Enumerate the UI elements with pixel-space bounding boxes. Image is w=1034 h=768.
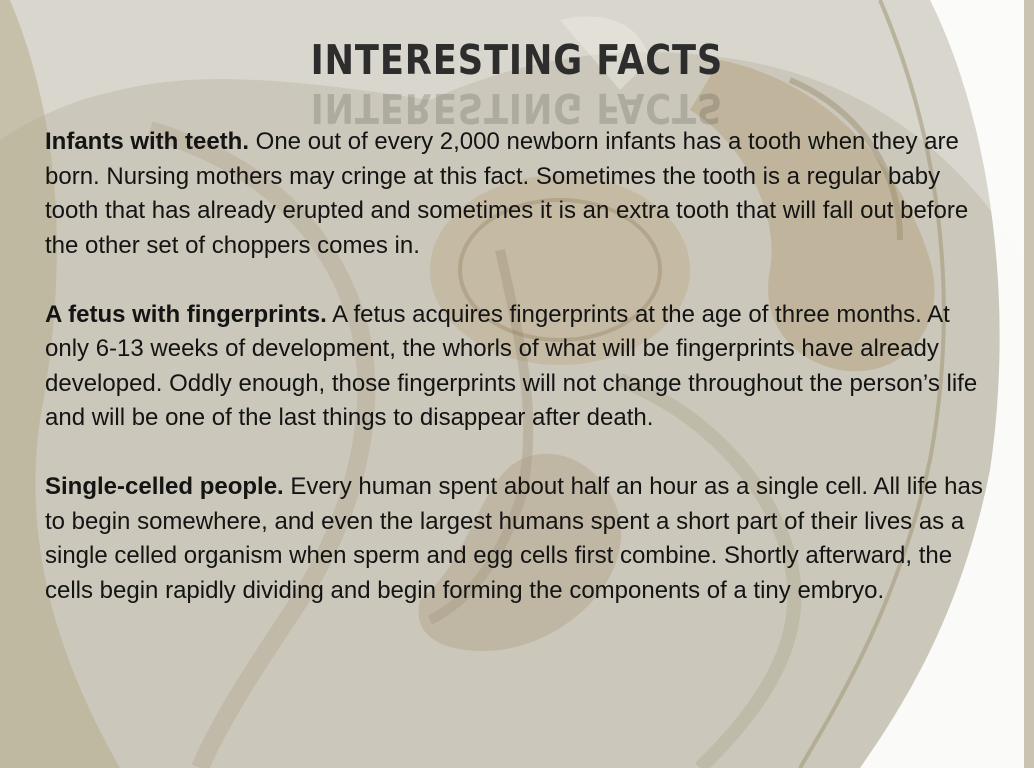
facts-body — [45, 125, 995, 643]
fact-heading: Single-celled people. — [45, 473, 284, 500]
fact-body: A fetus acquires fingerprints at the age of three months. At only 6-13 weeks of development, the whorls of what will be fingerprints have already developed. Oddly enough, those fingerprints will not change throughout the person’s life and will be one of the last things to disappear after death. — [45, 300, 978, 431]
fact-body: One out of every 2,000 newborn infants has a tooth when they are born. Nursing mothers may cringe at this fact. Sometimes the tooth is a regular baby tooth that has already erupted and sometimes it is an extra tooth that will fall out before the other set of choppers comes in. — [45, 128, 969, 259]
fact-paragraph — [45, 298, 995, 436]
fact-paragraph — [45, 125, 995, 263]
slide-title-reflection-text: INTERESTING FACTS — [310, 84, 724, 132]
slide-title-reflection — [0, 82, 1034, 132]
fact-body: Every human spent about half an hour as a single cell. All life has to begin somewhere, and even the largest humans spent a short part of their lives as a single celled organism when sperm and egg cells first combine. Shortly afterward, the cells begin rapidly dividing and begin forming the components of a tiny embryo. — [45, 473, 983, 604]
slide-title-container — [0, 34, 1034, 86]
slide-title: INTERESTING FACTS — [310, 36, 724, 84]
fact-heading: Infants with teeth. — [45, 128, 249, 155]
fact-heading: A fetus with fingerprints. — [45, 300, 327, 328]
fact-paragraph — [45, 470, 995, 608]
